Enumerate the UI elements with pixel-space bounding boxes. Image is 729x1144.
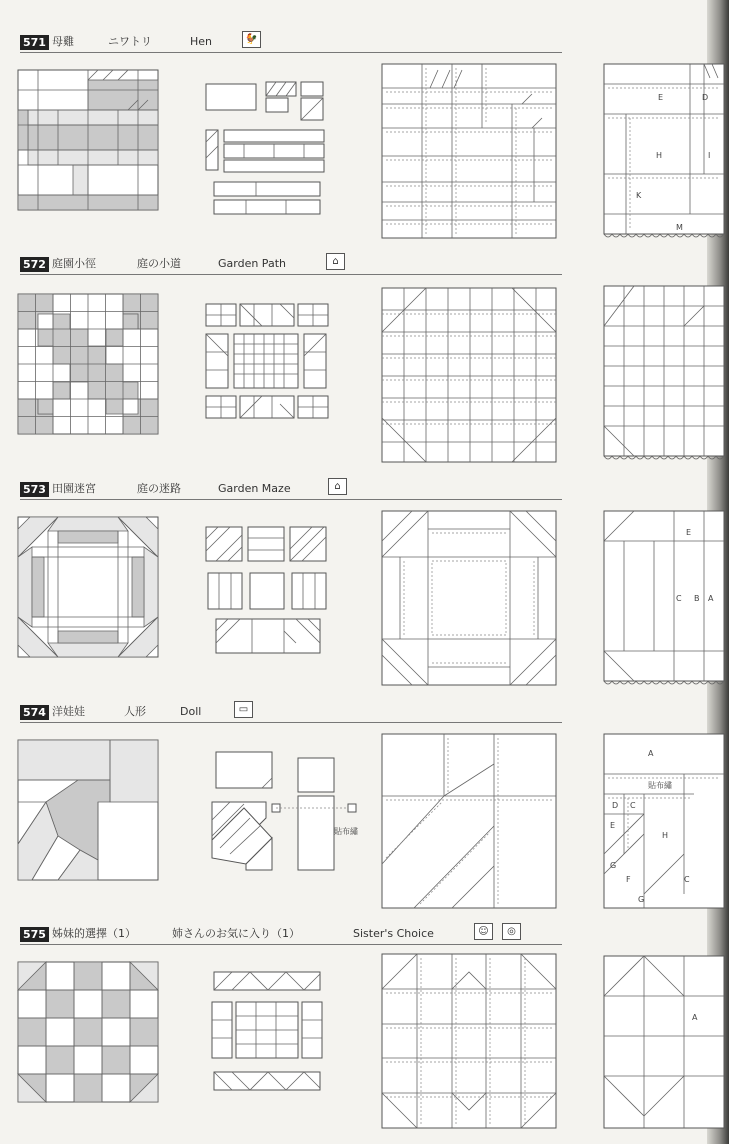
quilting-diagram: [382, 954, 556, 1128]
title-japanese: 人形: [124, 705, 146, 718]
piece-label: E: [686, 528, 692, 537]
piece-label: D: [702, 93, 709, 102]
piece-label: C: [676, 594, 682, 603]
pattern-number: 571: [20, 35, 49, 50]
title-japanese: ニワトリ: [108, 35, 152, 48]
template-layout: [604, 956, 724, 1132]
template-layout: [604, 286, 724, 462]
piece-label: E: [610, 821, 616, 830]
title-english: Doll: [180, 705, 202, 718]
quilting-diagram: [382, 288, 556, 462]
title-chinese: 庭園小徑: [52, 257, 96, 270]
applique-note: 貼布繡: [334, 827, 358, 836]
applique-note: 貼布繡: [648, 781, 672, 790]
finished-block: [18, 517, 158, 657]
pattern-number: 574: [20, 705, 49, 720]
pattern-number: 575: [20, 927, 49, 942]
pattern-number: 573: [20, 482, 49, 497]
title-english: Hen: [190, 35, 213, 48]
block-pieces: [206, 527, 328, 657]
face-icon: ☺: [474, 923, 493, 940]
block-pieces: [206, 304, 328, 426]
title-japanese: 庭の小道: [137, 257, 181, 270]
piece-label: B: [694, 594, 700, 603]
piece-label: A: [708, 594, 714, 603]
title-english: Garden Path: [218, 257, 286, 270]
template-layout: [604, 64, 724, 240]
bed-icon: ▭: [234, 701, 253, 718]
entry-header: [20, 481, 562, 500]
quilting-diagram: [382, 734, 556, 908]
hen-icon: 🐓: [242, 31, 261, 48]
piece-label: F: [626, 875, 631, 884]
piece-label: K: [636, 191, 642, 200]
finished-block: [18, 962, 158, 1102]
title-english: Sister's Choice: [353, 927, 434, 940]
title-chinese: 母雞: [52, 35, 74, 48]
house-icon: ⌂: [326, 253, 345, 270]
house-icon: ⌂: [328, 478, 347, 495]
block-pieces: [206, 82, 326, 218]
finished-block: [18, 70, 158, 210]
title-chinese: 洋娃娃: [52, 705, 85, 718]
quilting-diagram: [382, 64, 556, 238]
title-chinese: 田園迷宮: [52, 482, 96, 495]
piece-label: G: [610, 861, 617, 870]
piece-label: A: [692, 1013, 698, 1022]
entry-header: [20, 256, 562, 275]
template-layout: [604, 511, 724, 687]
piece-label: C: [684, 875, 690, 884]
block-pieces: [212, 972, 322, 1102]
block-pieces: [206, 748, 366, 878]
title-chinese: 姊妹的選擇（1）: [52, 927, 136, 940]
finished-block: [18, 740, 158, 880]
piece-label: E: [658, 93, 664, 102]
finished-block: [18, 294, 158, 434]
pattern-number: 572: [20, 257, 49, 272]
piece-label: I: [708, 151, 711, 160]
swirl-icon: ◎: [502, 923, 521, 940]
title-japanese: 庭の迷路: [137, 482, 181, 495]
entry-header: [20, 926, 562, 945]
piece-label: C: [630, 801, 636, 810]
entry-header: [20, 704, 562, 723]
quilting-diagram: [382, 511, 556, 685]
piece-label: H: [656, 151, 663, 160]
piece-label: H: [662, 831, 669, 840]
title-english: Garden Maze: [218, 482, 291, 495]
entry-header: [20, 34, 562, 53]
template-layout: [604, 734, 724, 910]
piece-label: G: [638, 895, 645, 904]
title-japanese: 姉さんのお気に入り（1）: [172, 927, 300, 940]
piece-label: M: [676, 223, 683, 232]
piece-label: D: [612, 801, 619, 810]
piece-label: A: [648, 749, 654, 758]
